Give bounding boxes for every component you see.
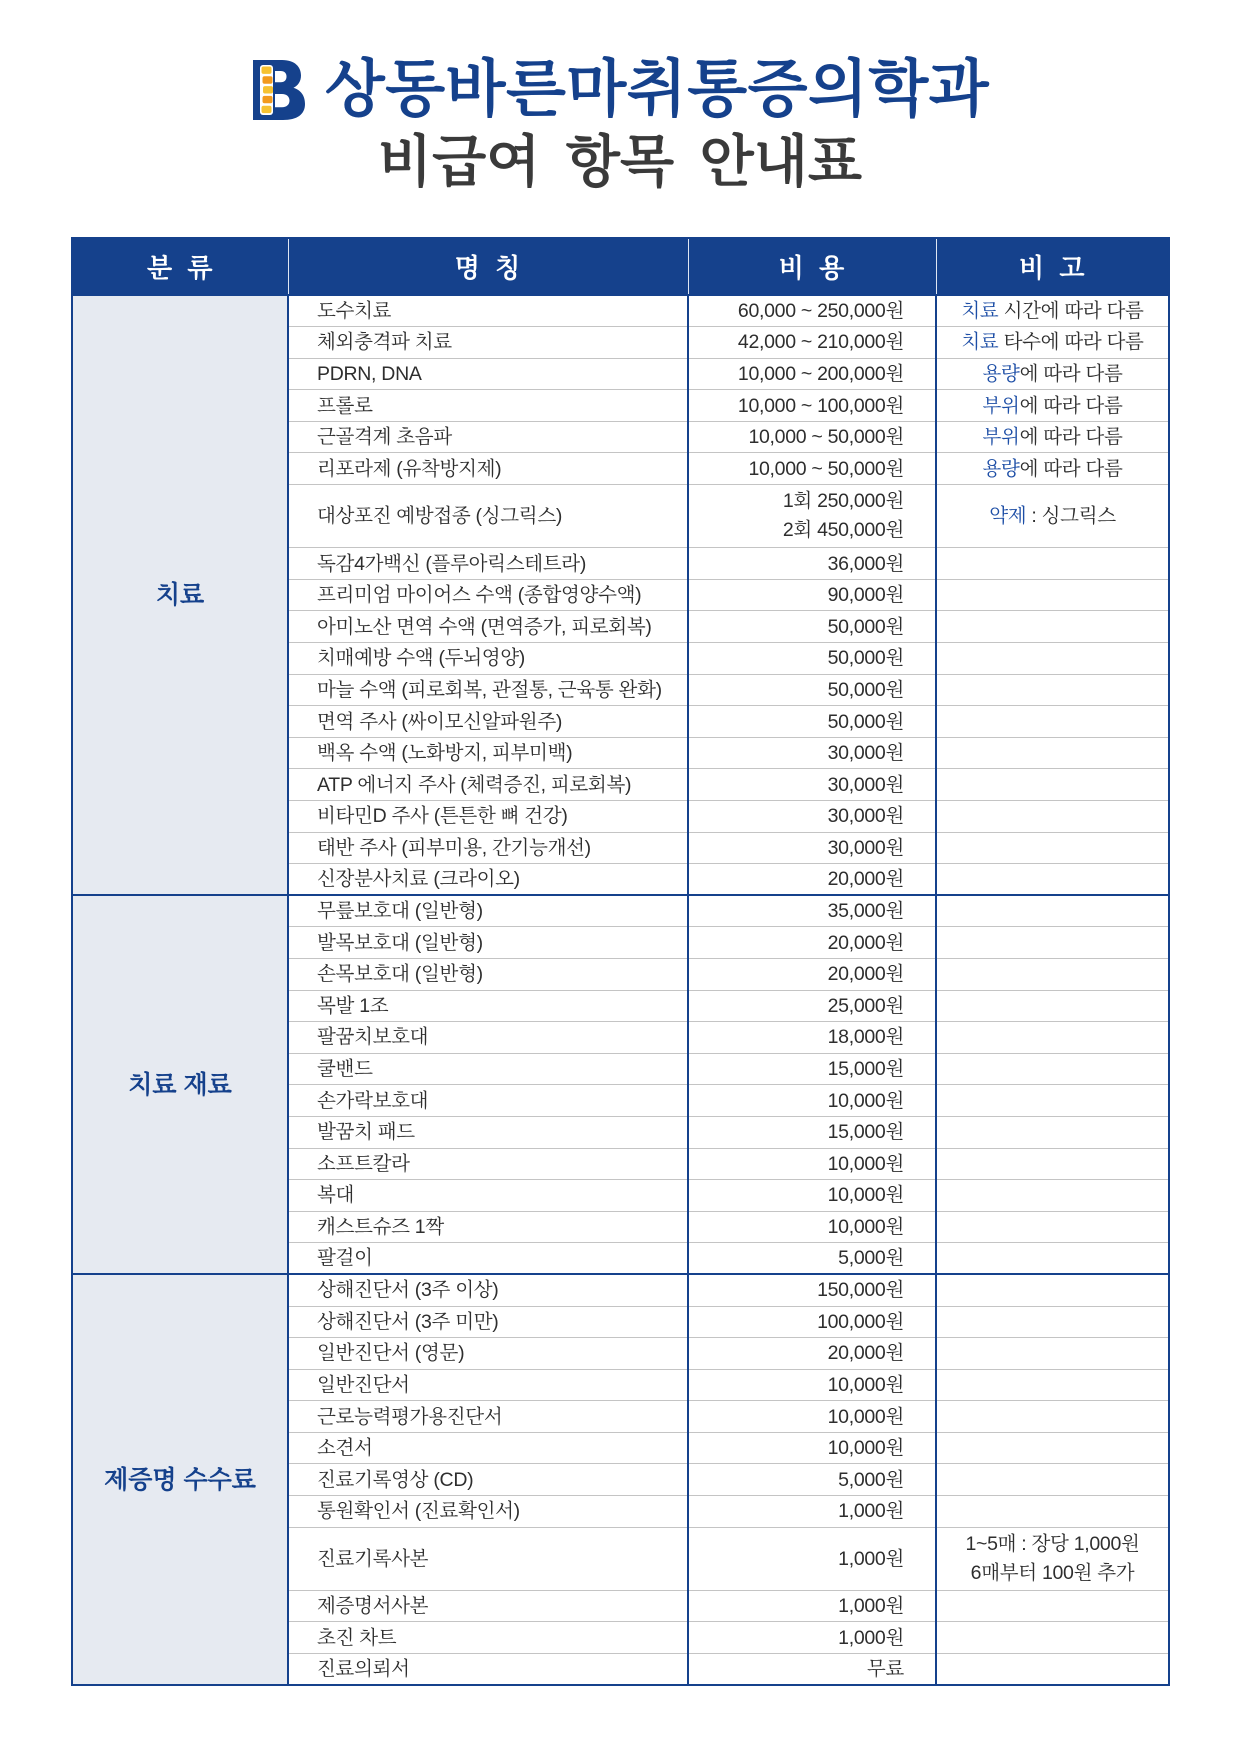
item-name: 아미노산 면역 수액 (면역증가, 피로회복) — [288, 611, 688, 643]
item-price: 25,000원 — [688, 990, 936, 1022]
item-name: 독감4가백신 (플루아릭스테트라) — [288, 548, 688, 580]
item-price: 90,000원 — [688, 579, 936, 611]
column-header-price: 비 용 — [688, 238, 936, 295]
item-note — [936, 1654, 1169, 1686]
clinic-name: 상동바른마취통증의학과 — [324, 55, 990, 124]
item-name: 소견서 — [288, 1432, 688, 1464]
item-name: 발꿈치 패드 — [288, 1116, 688, 1148]
item-note — [936, 1306, 1169, 1338]
item-name: 무릎보호대 (일반형) — [288, 895, 688, 927]
item-price: 18,000원 — [688, 1022, 936, 1054]
item-note — [936, 579, 1169, 611]
logo-spine-segment — [262, 96, 272, 103]
item-note-text: 타수에 따라 다름 — [998, 331, 1144, 354]
item-price: 60,000 ~ 250,000원 — [688, 295, 936, 327]
item-price: 10,000원 — [688, 1401, 936, 1433]
item-price: 10,000원 — [688, 1180, 936, 1212]
table-row — [72, 295, 1169, 327]
item-name: 초진 차트 — [288, 1622, 688, 1654]
item-note-highlight: 용량 — [982, 457, 1020, 480]
item-note — [936, 1148, 1169, 1180]
item-note — [936, 548, 1169, 580]
item-name: 팔꿈치보호대 — [288, 1022, 688, 1054]
item-price: 1,000원 — [688, 1496, 936, 1528]
item-name: 손목보호대 (일반형) — [288, 958, 688, 990]
logo-spine-segment — [261, 67, 271, 74]
logo-spine-segment — [261, 106, 271, 113]
item-note — [936, 358, 1169, 390]
item-price: 10,000원 — [688, 1432, 936, 1464]
item-name: 일반진단서 (영문) — [288, 1338, 688, 1370]
item-price: 50,000원 — [688, 611, 936, 643]
category-cell: 제증명 수수료 — [72, 1274, 288, 1685]
item-note — [936, 643, 1169, 675]
item-note — [936, 611, 1169, 643]
logo-spine-segment — [263, 86, 273, 93]
column-header-category: 분 류 — [72, 238, 288, 295]
column-header-note: 비 고 — [936, 238, 1169, 295]
item-note — [936, 864, 1169, 896]
item-note — [936, 1022, 1169, 1054]
item-note — [936, 327, 1169, 359]
item-note — [936, 990, 1169, 1022]
clinic-title — [0, 52, 1240, 128]
item-name: 상해진단서 (3주 이상) — [288, 1274, 688, 1306]
logo-spine-segment — [262, 76, 272, 83]
item-price: 30,000원 — [688, 769, 936, 801]
item-note — [936, 958, 1169, 990]
item-name: 체외충격파 치료 — [288, 327, 688, 359]
item-note-highlight: 부위 — [982, 394, 1020, 417]
item-note — [936, 801, 1169, 833]
spine-b-logo-icon — [251, 58, 307, 122]
item-price: 10,000원 — [688, 1211, 936, 1243]
item-note — [936, 1369, 1169, 1401]
item-note-highlight: 부위 — [982, 426, 1020, 449]
item-note-highlight: 치료 — [961, 331, 999, 354]
fee-table — [71, 237, 1170, 1686]
item-name: 제증명서사본 — [288, 1590, 688, 1622]
item-price: 20,000원 — [688, 958, 936, 990]
item-price: 20,000원 — [688, 927, 936, 959]
item-note-highlight: 용량 — [982, 362, 1020, 385]
category-cell: 치료 재료 — [72, 895, 288, 1274]
item-note — [936, 421, 1169, 453]
category-cell: 치료 — [72, 295, 288, 895]
item-name: 진료의뢰서 — [288, 1654, 688, 1686]
item-note — [936, 1622, 1169, 1654]
item-name: 백옥 수액 (노화방지, 피부미백) — [288, 737, 688, 769]
item-note — [936, 1180, 1169, 1212]
table-header-row — [72, 238, 1169, 295]
item-note — [936, 1274, 1169, 1306]
item-name: 목발 1조 — [288, 990, 688, 1022]
item-price-line: 2회 450,000원 — [782, 519, 904, 542]
item-name: 캐스트슈즈 1짝 — [288, 1211, 688, 1243]
item-price: 10,000 ~ 50,000원 — [688, 421, 936, 453]
item-price: 50,000원 — [688, 643, 936, 675]
item-name: 리포라제 (유착방지제) — [288, 453, 688, 485]
item-name: 일반진단서 — [288, 1369, 688, 1401]
item-price: 10,000원 — [688, 1085, 936, 1117]
item-name: 마늘 수액 (피로회복, 관절통, 근육통 완화) — [288, 674, 688, 706]
item-price: 30,000원 — [688, 801, 936, 833]
item-note-line: 6매부터 100원 추가 — [970, 1561, 1135, 1584]
item-note — [936, 1527, 1169, 1590]
item-note — [936, 674, 1169, 706]
item-price-line: 1회 250,000원 — [782, 490, 904, 513]
item-note — [936, 1085, 1169, 1117]
item-note — [936, 895, 1169, 927]
item-note-text: 에 따라 다름 — [1019, 457, 1123, 480]
item-price: 5,000원 — [688, 1243, 936, 1275]
item-price: 15,000원 — [688, 1116, 936, 1148]
item-name: 면역 주사 (싸이모신알파원주) — [288, 706, 688, 738]
item-note — [936, 832, 1169, 864]
item-name: 대상포진 예방접종 (싱그릭스) — [288, 485, 688, 548]
item-price: 50,000원 — [688, 674, 936, 706]
table-body — [72, 295, 1169, 1685]
item-name: 도수치료 — [288, 295, 688, 327]
item-name: 팔걸이 — [288, 1243, 688, 1275]
item-price: 35,000원 — [688, 895, 936, 927]
item-name: 소프트칼라 — [288, 1148, 688, 1180]
item-price: 1,000원 — [688, 1527, 936, 1590]
item-price: 10,000원 — [688, 1148, 936, 1180]
item-note — [936, 1338, 1169, 1370]
item-note — [936, 295, 1169, 327]
item-note — [936, 485, 1169, 548]
item-name: 상해진단서 (3주 미만) — [288, 1306, 688, 1338]
item-name: 진료기록사본 — [288, 1527, 688, 1590]
item-price: 10,000 ~ 200,000원 — [688, 358, 936, 390]
column-header-name: 명 칭 — [288, 238, 688, 295]
item-note-text: 에 따라 다름 — [1019, 394, 1123, 417]
item-note — [936, 1243, 1169, 1275]
page-title: 비급여 항목 안내표 — [378, 130, 862, 193]
item-price: 150,000원 — [688, 1274, 936, 1306]
item-note — [936, 390, 1169, 422]
item-name: 프리미엄 마이어스 수액 (종합영양수액) — [288, 579, 688, 611]
item-price: 50,000원 — [688, 706, 936, 738]
item-name: 쿨밴드 — [288, 1053, 688, 1085]
item-price: 10,000 ~ 50,000원 — [688, 453, 936, 485]
item-price: 15,000원 — [688, 1053, 936, 1085]
item-name: 비타민D 주사 (튼튼한 뼈 건강) — [288, 801, 688, 833]
item-name: 근로능력평가용진단서 — [288, 1401, 688, 1433]
item-note — [936, 769, 1169, 801]
item-note-text: 에 따라 다름 — [1019, 362, 1123, 385]
table-row — [72, 1274, 1169, 1306]
item-note — [936, 1590, 1169, 1622]
item-name: 복대 — [288, 1180, 688, 1212]
item-price: 10,000 ~ 100,000원 — [688, 390, 936, 422]
item-note-highlight: 치료 — [961, 300, 999, 323]
item-note — [936, 453, 1169, 485]
item-price — [688, 485, 936, 548]
item-price: 무료 — [688, 1654, 936, 1686]
item-price: 36,000원 — [688, 548, 936, 580]
item-note-text: 에 따라 다름 — [1019, 426, 1123, 449]
item-note — [936, 1464, 1169, 1496]
item-note — [936, 1401, 1169, 1433]
item-price: 30,000원 — [688, 737, 936, 769]
item-price: 10,000원 — [688, 1369, 936, 1401]
item-note-highlight: 약제 — [989, 505, 1027, 528]
item-name: ATP 에너지 주사 (체력증진, 피로회복) — [288, 769, 688, 801]
item-name: PDRN, DNA — [288, 358, 688, 390]
item-price: 30,000원 — [688, 832, 936, 864]
item-note-text: 시간에 따라 다름 — [998, 300, 1144, 323]
item-name: 통원확인서 (진료확인서) — [288, 1496, 688, 1528]
item-price: 42,000 ~ 210,000원 — [688, 327, 936, 359]
item-note — [936, 1211, 1169, 1243]
item-note-text: : 싱그릭스 — [1026, 505, 1116, 528]
item-price: 20,000원 — [688, 1338, 936, 1370]
item-note — [936, 1053, 1169, 1085]
item-note — [936, 1432, 1169, 1464]
item-price: 1,000원 — [688, 1590, 936, 1622]
item-price: 1,000원 — [688, 1622, 936, 1654]
item-name: 신장분사치료 (크라이오) — [288, 864, 688, 896]
item-note-line: 1~5매 : 장당 1,000원 — [965, 1532, 1140, 1555]
item-note — [936, 927, 1169, 959]
item-note — [936, 1496, 1169, 1528]
item-note — [936, 706, 1169, 738]
item-price: 100,000원 — [688, 1306, 936, 1338]
item-price: 20,000원 — [688, 864, 936, 896]
table-row — [72, 895, 1169, 927]
item-name: 프롤로 — [288, 390, 688, 422]
item-price: 5,000원 — [688, 1464, 936, 1496]
item-name: 태반 주사 (피부미용, 간기능개선) — [288, 832, 688, 864]
item-name: 근골격계 초음파 — [288, 421, 688, 453]
item-name: 진료기록영상 (CD) — [288, 1464, 688, 1496]
item-note — [936, 1116, 1169, 1148]
item-note — [936, 737, 1169, 769]
item-name: 발목보호대 (일반형) — [288, 927, 688, 959]
item-name: 손가락보호대 — [288, 1085, 688, 1117]
item-name: 치매예방 수액 (두뇌영양) — [288, 643, 688, 675]
